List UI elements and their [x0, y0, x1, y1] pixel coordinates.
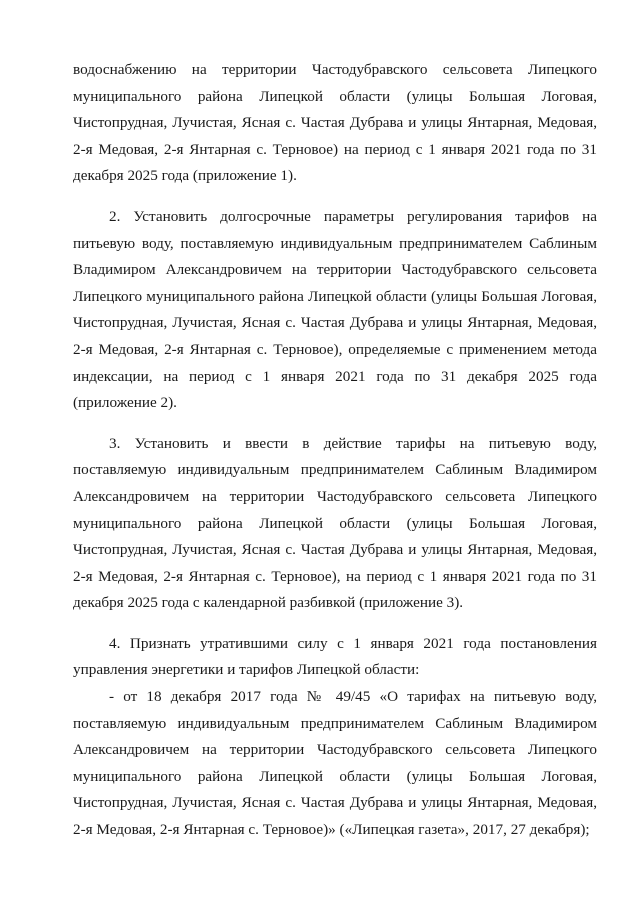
- paragraph-item-4: 4. Признать утратившими силу с 1 января 2021 года постановления управления энергетики и тарифов Липецкой области:: [73, 634, 597, 679]
- paragraph-continuation: водоснабжению на территории Частодубравского сельсовета Липецкого муниципального района Липецкой области (улицы Большая Логовая, Чистопрудная, Лучистая, Ясная с. Частая Дубрава и улицы Янтарная, Медовая, 2-я Медовая, 2-я Янтарная с. Терновое) на период с 1 января 2021 года по 31 декабря 2025 года (приложение 1).: [73, 61, 597, 185]
- document-page: [73, 57, 597, 844]
- paragraph-item-3: 3. Установить и ввести в действие тарифы на питьевую воду, поставляемую индивидуальным предпринимателем Саблиным Владимиром Александровичем на территории Частодубравского сельсовета Липецкого муниципального района Липецкой области (улицы Большая Логовая, Чистопрудная, Лучистая, Ясная с. Частая Дубрава и улицы Янтарная, Медовая, 2-я Медовая, 2-я Янтарная с. Терновое), на период с 1 января 2021 года по 31 декабря 2025 года с календарной разбивкой (приложение 3).: [73, 434, 597, 612]
- paragraph-subitem: - от 18 декабря 2017 года № 49/45 «О тарифах на питьевую воду, поставляемую индивидуальным предпринимателем Саблиным Владимиром Александровичем на территории Частодубравского сельсовета Липецкого муниципального района Липецкой области (улицы Большая Логовая, Чистопрудная, Лучистая, Ясная с. Частая Дубрава и улицы Янтарная, Медовая, 2-я Медовая, 2-я Янтарная с. Терновое)» («Липецкая газета», 2017, 27 декабря);: [73, 688, 597, 839]
- paragraph-item-2: 2. Установить долгосрочные параметры регулирования тарифов на питьевую воду, поставляемую индивидуальным предпринимателем Саблиным Владимиром Александровичем на территории Частодубравского сельсовета Липецкого муниципального района Липецкой области (улицы Большая Логовая, Чистопрудная, Лучистая, Ясная с. Частая Дубрава и улицы Янтарная, Медовая, 2-я Медовая, 2-я Янтарная с. Терновое), определяемые с применением метода индексации, на период с 1 января 2021 года по 31 декабря 2025 года (приложение 2).: [73, 207, 597, 412]
